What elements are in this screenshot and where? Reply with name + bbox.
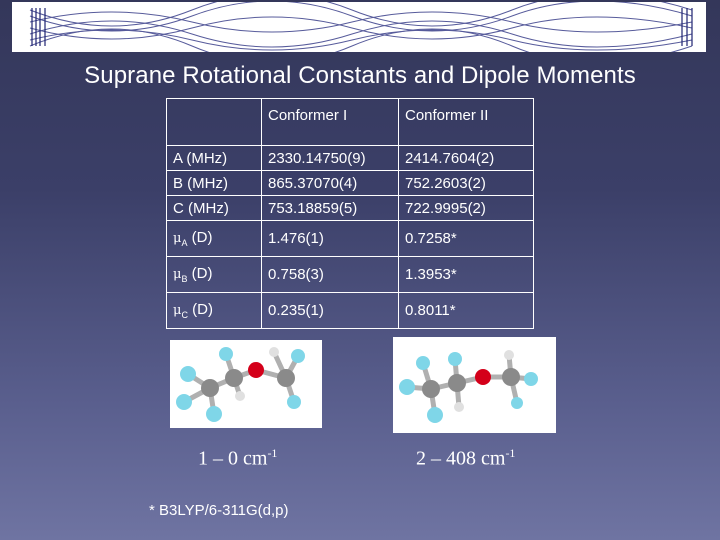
fluorine-atom: [180, 366, 196, 382]
cell-conformer-1: 0.235(1): [262, 293, 399, 329]
slide-title: Suprane Rotational Constants and Dipole Moments: [84, 62, 636, 89]
mu-symbol: μ: [173, 303, 182, 318]
row-label: A (MHz): [167, 146, 262, 171]
conformer-2-molecule-image: [393, 337, 556, 433]
mu-subscript: B: [181, 274, 188, 284]
hydrogen-atom: [454, 402, 464, 412]
mu-symbol: μ: [173, 267, 182, 282]
mu-subscript: A: [181, 238, 188, 248]
table-row: [167, 221, 534, 257]
fluorine-atom: [291, 349, 305, 363]
fluorine-atom: [399, 379, 415, 395]
carbon-atom: [277, 369, 295, 387]
cell-conformer-1: 2330.14750(9): [262, 146, 399, 171]
cell-conformer-1: 0.758(3): [262, 257, 399, 293]
molecule-model-1: [170, 340, 322, 428]
fluorine-atom: [287, 395, 301, 409]
cell-conformer-1: 753.18859(5): [262, 196, 399, 221]
row-label: [167, 293, 262, 329]
table-row: [167, 146, 534, 171]
carbon-atom: [502, 368, 520, 386]
fluorine-atom: [416, 356, 430, 370]
energy-exponent: -1: [267, 446, 278, 460]
energy-exponent: -1: [505, 446, 516, 460]
fluorine-atom: [511, 397, 523, 409]
energy-text: 2 – 408 cm: [416, 447, 506, 470]
unit-label: (D): [187, 301, 213, 318]
conformer-1-molecule-image: [170, 340, 322, 428]
cell-conformer-2: 2414.7604(2): [399, 146, 534, 171]
unit-label: (D): [187, 265, 213, 282]
oxygen-atom: [248, 362, 264, 378]
header-banner: [12, 2, 706, 52]
cell-conformer-2: 1.3953*: [399, 257, 534, 293]
fluorine-atom: [448, 352, 462, 366]
conformer-1-energy: [198, 446, 277, 471]
header-conformer-2: Conformer II: [399, 99, 534, 146]
header-cell-empty: [167, 99, 262, 146]
carbon-atom: [422, 380, 440, 398]
row-label: C (MHz): [167, 196, 262, 221]
cell-conformer-1: 1.476(1): [262, 221, 399, 257]
fluorine-atom: [219, 347, 233, 361]
cell-conformer-2: 0.8011*: [399, 293, 534, 329]
mu-symbol: μ: [173, 231, 182, 246]
hydrogen-atom: [269, 347, 279, 357]
table-header-row: [167, 99, 534, 146]
table-row: [167, 257, 534, 293]
carbon-atom: [225, 369, 243, 387]
footnote: * B3LYP/6-311G(d,p): [149, 502, 289, 519]
banner-pattern: [12, 2, 706, 52]
cell-conformer-2: 752.2603(2): [399, 171, 534, 196]
cell-conformer-2: 0.7258*: [399, 221, 534, 257]
table-row: [167, 171, 534, 196]
carbon-atom: [448, 374, 466, 392]
unit-label: (D): [187, 229, 213, 246]
hydrogen-atom: [235, 391, 245, 401]
energy-text: 1 – 0 cm: [198, 447, 268, 470]
table-row: [167, 293, 534, 329]
table-row: [167, 196, 534, 221]
fluorine-atom: [206, 406, 222, 422]
carbon-atom: [201, 379, 219, 397]
cell-conformer-2: 722.9995(2): [399, 196, 534, 221]
conformer-2-energy: [416, 446, 515, 471]
constants-table: [166, 98, 534, 329]
mu-subscript: C: [181, 310, 188, 320]
row-label: [167, 221, 262, 257]
row-label: B (MHz): [167, 171, 262, 196]
fluorine-atom: [524, 372, 538, 386]
hydrogen-atom: [504, 350, 514, 360]
header-conformer-1: Conformer I: [262, 99, 399, 146]
cell-conformer-1: 865.37070(4): [262, 171, 399, 196]
row-label: [167, 257, 262, 293]
oxygen-atom: [475, 369, 491, 385]
molecule-model-2: [393, 337, 556, 433]
fluorine-atom: [427, 407, 443, 423]
fluorine-atom: [176, 394, 192, 410]
